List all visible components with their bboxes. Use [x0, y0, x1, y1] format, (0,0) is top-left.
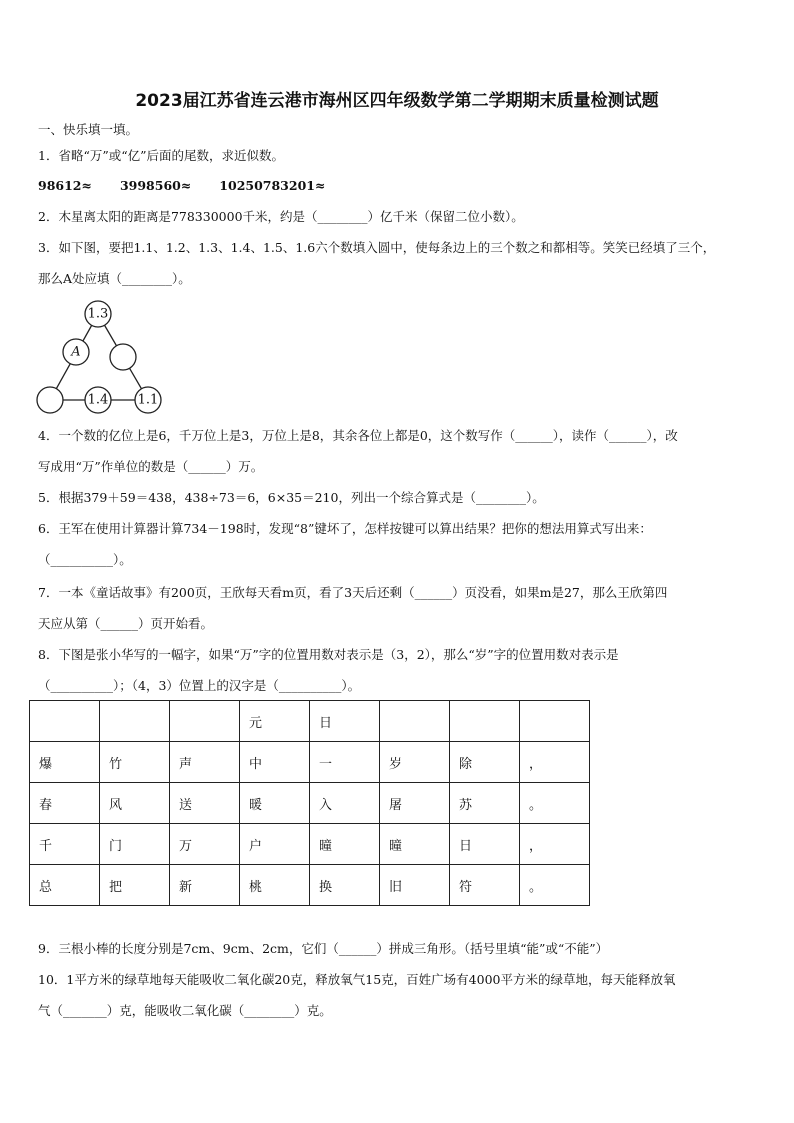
- grid-cell: [520, 701, 590, 742]
- question-5: 5．根据379＋59＝438，438÷73＝6，6×35＝210，列出一个综合算式是（________）。: [38, 490, 545, 505]
- grid-row: [30, 824, 590, 865]
- grid-cell: 中: [240, 742, 310, 783]
- label-left-mid: A: [71, 344, 81, 360]
- grid-cell: [30, 701, 100, 742]
- question-8-line-1: 8．下图是张小华写的一幅字，如果“万”字的位置用数对表示是（3，2），那么“岁”字的位置用数对表示是: [38, 647, 619, 662]
- grid-cell: 竹: [100, 742, 170, 783]
- question-3-line-1: 3．如下图，要把1.1、1.2、1.3、1.4、1.5、1.6六个数填入圆中，使每条边上的三个数之和都相等。笑笑已经填了三个，: [38, 240, 716, 255]
- label-bottom-right: 1.1: [137, 392, 159, 408]
- question-6-line-2: （__________）。: [38, 552, 132, 567]
- grid-cell: 千: [30, 824, 100, 865]
- grid-row: [30, 783, 590, 824]
- grid-cell: 风: [100, 783, 170, 824]
- circle-bottom-left: [37, 387, 63, 413]
- question-10-line-2: 气（_______）克，能吸收二氧化碳（________）克。: [38, 1003, 332, 1018]
- grid-cell: 春: [30, 783, 100, 824]
- grid-cell: 入: [310, 783, 380, 824]
- grid-cell: 曈: [380, 824, 450, 865]
- grid-cell: ，: [520, 742, 590, 783]
- grid-row: [30, 865, 590, 906]
- grid-cell: 曈: [310, 824, 380, 865]
- grid-cell: 屠: [380, 783, 450, 824]
- question-1: 1．省略“万”或“亿”后面的尾数，求近似数。: [38, 148, 285, 163]
- question-1-items: [38, 178, 325, 194]
- q1-item: 98612≈: [38, 178, 92, 193]
- question-7-line-2: 天应从第（______）页开始看。: [38, 616, 214, 631]
- label-bottom-mid: 1.4: [87, 392, 109, 408]
- grid-cell: 旧: [380, 865, 450, 906]
- grid-cell: 把: [100, 865, 170, 906]
- poem-grid: [29, 700, 590, 906]
- grid-cell: 总: [30, 865, 100, 906]
- grid-cell: 门: [100, 824, 170, 865]
- question-9: 9．三根小棒的长度分别是7cm、9cm、2cm，它们（______）拼成三角形。（括号里填“能”或“不能”）: [38, 941, 609, 956]
- question-4-line-1: 4．一个数的亿位上是6，千万位上是3，万位上是8，其余各位上都是0，这个数写作（______），读作（______），改: [38, 428, 678, 443]
- grid-cell: 一: [310, 742, 380, 783]
- section-heading: 一、快乐填一填。: [38, 122, 139, 137]
- grid-cell: [450, 701, 520, 742]
- question-2: 2．木星离太阳的距离是778330000千米，约是（________）亿千米（保留二位小数）。: [38, 209, 524, 224]
- grid-cell: 户: [240, 824, 310, 865]
- grid-cell: 符: [450, 865, 520, 906]
- grid-cell: [380, 701, 450, 742]
- grid-cell: 声: [170, 742, 240, 783]
- q1-item: 10250783201≈: [219, 178, 326, 193]
- grid-cell: 岁: [380, 742, 450, 783]
- grid-cell: ，: [520, 824, 590, 865]
- label-top: 1.3: [87, 306, 109, 322]
- grid-row: [30, 701, 590, 742]
- grid-cell: 桃: [240, 865, 310, 906]
- question-3-line-2: 那么A处应填（________）。: [38, 271, 191, 286]
- grid-cell: 元: [240, 701, 310, 742]
- grid-cell: 日: [450, 824, 520, 865]
- grid-cell: 暖: [240, 783, 310, 824]
- question-4-line-2: 写成用“万”作单位的数是（______）万。: [38, 459, 264, 474]
- question-8-line-2: （__________）；（4，3）位置上的汉字是（__________）。: [38, 678, 361, 693]
- grid-cell: 。: [520, 783, 590, 824]
- grid-cell: 除: [450, 742, 520, 783]
- grid-cell: 送: [170, 783, 240, 824]
- grid-cell: 。: [520, 865, 590, 906]
- grid-cell: 换: [310, 865, 380, 906]
- grid-cell: 爆: [30, 742, 100, 783]
- grid-cell: 万: [170, 824, 240, 865]
- grid-cell: 苏: [450, 783, 520, 824]
- triangle-circle-diagram: [36, 300, 166, 416]
- grid-cell: [100, 701, 170, 742]
- grid-cell: 日: [310, 701, 380, 742]
- question-10-line-1: 10．1平方米的绿草地每天能吸收二氧化碳20克，释放氧气15克，百姓广场有4000平方米的绿草地，每天能释放氧: [38, 972, 676, 987]
- question-6-line-1: 6．王军在使用计算器计算734－198时，发现“8”键坏了，怎样按键可以算出结果？把你的想法用算式写出来：: [38, 521, 652, 536]
- question-7-line-1: 7．一本《童话故事》有200页，王欣每天看m页，看了3天后还剩（______）页没看，如果m是27，那么王欣第四: [38, 585, 668, 600]
- grid-row: [30, 742, 590, 783]
- page-title: 2023届江苏省连云港市海州区四年级数学第二学期期末质量检测试题: [135, 91, 659, 111]
- grid-cell: [170, 701, 240, 742]
- grid-cell: 新: [170, 865, 240, 906]
- q1-item: 3998560≈: [119, 178, 192, 193]
- circle-right-mid: [110, 344, 136, 370]
